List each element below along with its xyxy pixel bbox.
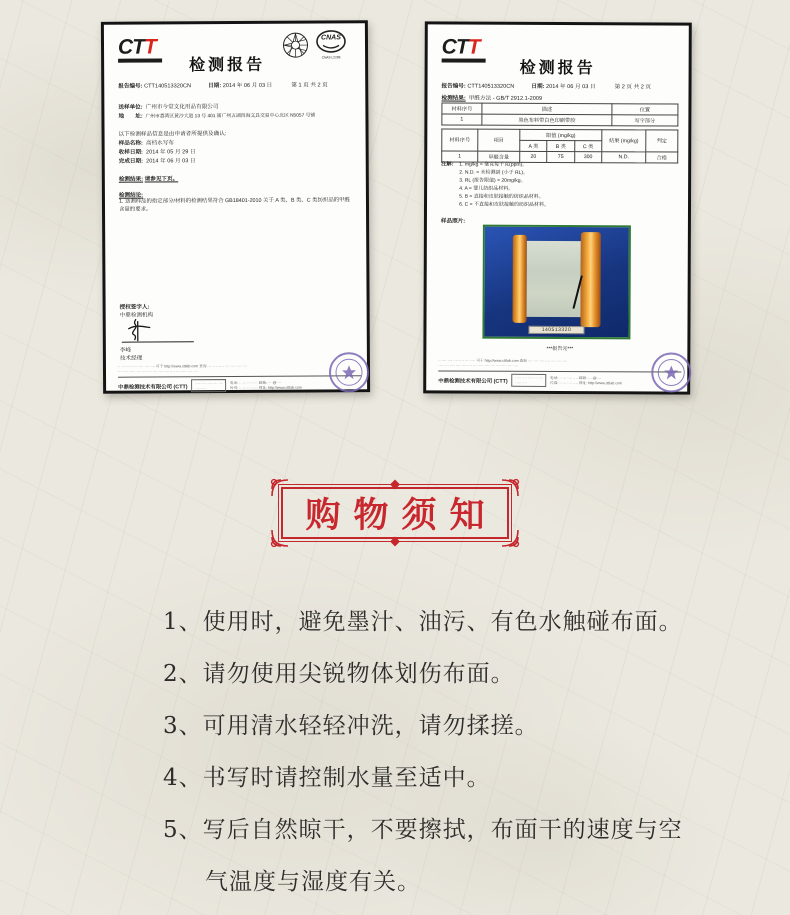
report-number: CTT140513320CN bbox=[467, 83, 515, 90]
report-meta-row: 报告编号: CTT140513320CN 日期: 2014 年 06 月 03 日 第 1 页 共 2 页 bbox=[118, 82, 328, 90]
notes-label: 注解: bbox=[441, 161, 454, 168]
cnas-number: CNAS L2288 bbox=[321, 55, 341, 60]
note-line: 2. N.D. = 未检测到 (小于 RL)。 bbox=[459, 169, 529, 176]
footer-contacts: 电话: ·· ··· ···· ···· 邮箱: ····@···· 传真: ·· ··· ···· ···· 网址: http://www.cttlab.com bbox=[550, 375, 623, 385]
conclusion-text: 1. 送测样品的指定部分/材料的检测结果符合 GB18401-2010 关于 A 类、B 类、C 类纺织品的甲醛含量的要求。 bbox=[118, 197, 350, 213]
test-method: 甲醛方法 - GB/T 2912.1-2009 bbox=[468, 95, 543, 102]
report-footer bbox=[118, 363, 361, 392]
list-item: 3、可用清水轻轻冲洗，请勿揉搓。 bbox=[163, 713, 539, 739]
list-item: 5、写后自然晾干，不要擦拭，布面干的速度与空气温度与湿度有关。 bbox=[163, 817, 683, 895]
list-item: 4、书写时请控制水量至适中。 bbox=[163, 765, 491, 791]
report-title: 检测报告 bbox=[519, 59, 596, 78]
scroll-roller-right bbox=[580, 232, 600, 327]
company-stamp-icon bbox=[650, 351, 692, 393]
received-date-row: 收样日期: 2014 年 05 月 29 日 bbox=[118, 149, 196, 156]
method-row: 检测结果: 甲醛方法 - GB/T 2912.1-2009 bbox=[441, 95, 543, 102]
note-line: 5. B = 直接和皮肤接触的纺织品材料。 bbox=[459, 193, 544, 200]
col-description: 描述 bbox=[482, 103, 612, 115]
report-end-mark: ***报告完*** bbox=[546, 345, 574, 353]
notes-block bbox=[441, 160, 549, 208]
footer-fineprint-2: ···· ···· ···· ···· ···· ···· ···· ···· ···· ···· ···· ···· ···· ···· bbox=[117, 369, 199, 374]
accreditation-badges bbox=[282, 32, 309, 61]
photo-label: 样品照片: bbox=[440, 218, 466, 225]
signer-label: 授权签字人: bbox=[119, 304, 150, 311]
report-meta-row: 报告编号: CTT140513320CN 日期: 2014 年 06 月 03 日 第 2 页 共 2 页 bbox=[441, 83, 652, 91]
col-material: 材料序号 bbox=[442, 103, 482, 114]
sample-id-plate: 140513320 bbox=[528, 326, 584, 334]
signer-title: 技术经理 bbox=[119, 355, 143, 362]
footer-fineprint-1: ·· ···· ···· ···· ···· ···· ···· 可于 http://www.cttlab.com 查询 ···· ···· ···· ···· ···· ···· ···· bbox=[117, 363, 247, 369]
result-table: 材料序号 项目 限值 (mg/kg) 结果 (mg/kg) 判定 A 类 B 类 C 类 1 甲醛含量 20 75 300 N.D. 合格 bbox=[441, 128, 678, 163]
svg-text:CNAS: CNAS bbox=[321, 34, 341, 42]
ctt-logo-tagline-bar bbox=[118, 58, 162, 62]
table-row: 1 甲醛含量 20 75 300 N.D. 合格 bbox=[442, 151, 678, 163]
report-number: CTT140513320CN bbox=[144, 83, 192, 90]
signer-org: 中鼎检测机构 bbox=[119, 312, 154, 319]
col-position: 位置 bbox=[612, 104, 678, 115]
client-row: 送样单位: 广州市今堂文化用品有限公司 bbox=[118, 104, 219, 111]
footer-company-name: 中鼎检测技术有限公司 (CTT) bbox=[118, 383, 188, 391]
care-instructions-list bbox=[163, 596, 693, 908]
note-line: 4. A = 婴儿纺织品材料。 bbox=[459, 185, 514, 192]
footer-contacts: 电话: ·· ··· ···· ···· 邮箱: ····@···· 传真: ·· ··· ···· ···· 网址: http://www.cttlab.com bbox=[229, 380, 302, 390]
ctt-logo-tagline-bar bbox=[442, 58, 486, 62]
list-item: 2、请勿使用尖锐物体划伤布面。 bbox=[163, 661, 515, 687]
test-report-page-1 bbox=[101, 20, 370, 394]
footer-address-box: · ···· ···· ···· ···· ···· · ···· ···· bbox=[192, 379, 227, 392]
company-stamp-icon bbox=[328, 351, 370, 393]
material-table bbox=[441, 102, 678, 126]
note-line: 6. C = 不直接和皮肤接触的纺织品材料。 bbox=[459, 201, 550, 208]
completed-date: 2014 年 06 月 03 日 bbox=[146, 158, 196, 165]
cma-starburst-icon bbox=[282, 32, 309, 59]
page-info: 第 2 页 共 2 页 bbox=[614, 84, 652, 91]
material-description: 黑色布料带白色印刷带胶 bbox=[482, 114, 612, 126]
cnas-badge bbox=[315, 29, 347, 59]
sample-name: 高档水写布 bbox=[145, 140, 174, 147]
banner-title: 购物须知 bbox=[305, 496, 498, 535]
sample-photo bbox=[482, 225, 630, 340]
test-result: N.D. bbox=[602, 152, 646, 163]
conclusion-label: 检测结论: bbox=[118, 192, 144, 199]
ctt-logo: CTT bbox=[442, 36, 486, 62]
page-info: 第 1 页 共 2 页 bbox=[291, 82, 328, 89]
report-footer bbox=[438, 358, 681, 387]
footer-address-box: · ···· ···· ···· ···· ···· · ···· ···· bbox=[512, 374, 546, 387]
sample-intro: 以下检测样品信息是由申请者所提供及确认: bbox=[118, 131, 227, 138]
cnas-icon bbox=[315, 29, 347, 53]
ctt-logo: CTT bbox=[118, 36, 162, 62]
test-item: 甲醛含量 bbox=[478, 151, 520, 162]
scroll-roller-left bbox=[512, 235, 526, 323]
completed-date-row: 完成日期: 2014 年 06 月 03 日 bbox=[118, 158, 196, 165]
report-date: 2014 年 06 月 03 日 bbox=[222, 82, 273, 90]
footer-company-name: 中鼎检测技术有限公司 (CTT) bbox=[438, 377, 508, 385]
client-name: 广州市今堂文化用品有限公司 bbox=[145, 104, 219, 111]
table-row: 1 黑色布料带白色印刷带胶 写字部分 bbox=[442, 114, 678, 126]
result-row: 检测结果: 请参见下页。 bbox=[118, 176, 179, 183]
result-value: 请参见下页。 bbox=[144, 176, 179, 183]
note-line: 1. mg/kg = 毫克每千克(ppm)。 bbox=[459, 161, 528, 168]
report-title: 检测报告 bbox=[189, 56, 266, 75]
client-address: 广州市荔湾区黄沙大道 13 号 401 铺广州五湖四海文具交易中心北区 N5057 号铺 bbox=[145, 113, 316, 120]
signature-line bbox=[122, 341, 194, 342]
sample-name-row: 样品名称: 高档水写布 bbox=[118, 140, 174, 147]
footer-fineprint-1: ·· ···· ···· ···· ···· ···· ···· 可于 http://www.cttlab.com 查询 ···· ···· ···· ···· ···· ···· ···· bbox=[438, 358, 568, 364]
received-date: 2014 年 05 月 29 日 bbox=[146, 149, 196, 156]
list-item: 1、使用时，避免墨汁、油污、有色水触碰布面。 bbox=[163, 609, 683, 635]
client-address-row: 地 址: 广州市荔湾区黄沙大道 13 号 401 铺广州五湖四海文具交易中心北区 N5057 号铺 bbox=[118, 113, 316, 120]
report-date: 2014 年 06 月 03 日 bbox=[546, 83, 596, 91]
note-line: 3. RL (报告限值) = 20mg/kg。 bbox=[459, 177, 526, 184]
shopping-notice-banner bbox=[271, 481, 519, 545]
test-judgement: 合格 bbox=[646, 152, 678, 163]
signature-icon bbox=[124, 316, 174, 342]
footer-fineprint-2: ···· ···· ···· ···· ···· ···· ···· ···· ···· ···· ···· ···· ···· ···· bbox=[438, 363, 519, 368]
test-report-page-2 bbox=[423, 21, 692, 394]
signer-name: 李峰 bbox=[119, 347, 132, 354]
